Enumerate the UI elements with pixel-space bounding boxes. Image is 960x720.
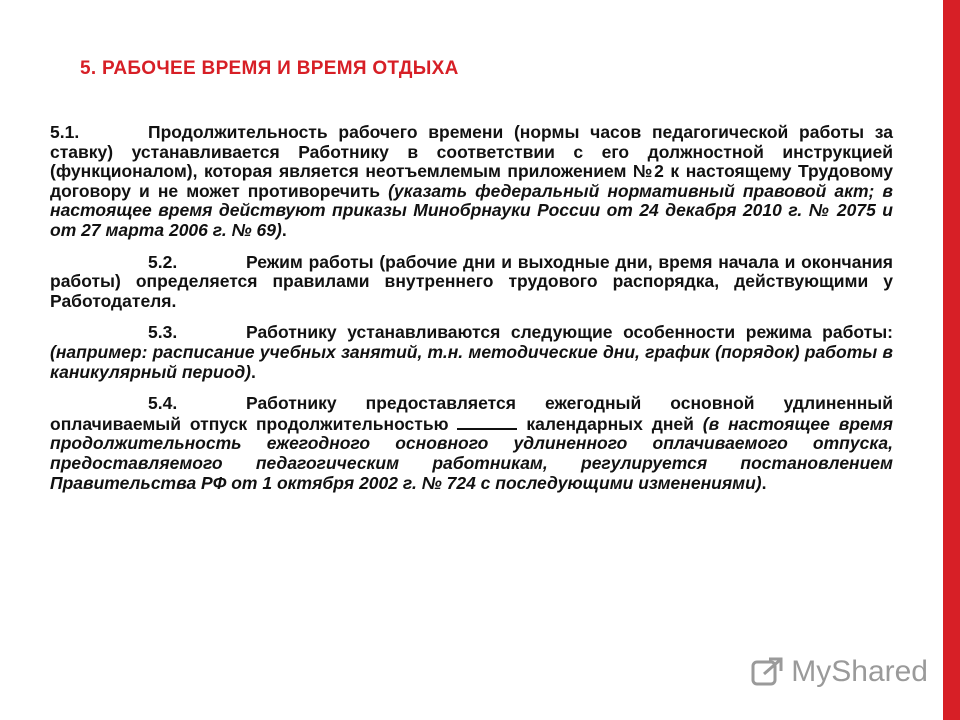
paragraph-5-1: [50, 123, 893, 241]
paragraph-5-4: [50, 394, 893, 493]
paragraph-number: 5.1.: [50, 122, 80, 142]
paragraph-italic-note: (в настоящее время продолжительность ежегодного основного удлиненного оплачиваемого отпуска, предоставляемого педагогическим работникам, регулируется постановлением Правительства РФ от 1 октября 2002 г. № 724 с последующими изменениями): [50, 413, 893, 493]
myshared-logo-icon: [751, 656, 785, 688]
paragraph-text-end: .: [250, 361, 256, 382]
right-accent-stripe: [943, 0, 960, 720]
paragraph-text: Продолжительность рабочего времени (нормы часов педагогической работы за ставку) устанавливается Работнику в соответствии с его должностной инструкцией (функционалом), которая является неотъемлемым приложением №2 к настоящему Трудовому договору и не может противоречить: [50, 122, 893, 201]
blank-fill-line: [457, 414, 517, 430]
watermark-logo: [751, 655, 928, 689]
slide-body: [50, 123, 893, 505]
paragraph-italic-note: (указать федеральный нормативный правовой акт; в настоящее время действуют приказы Минобрнауки России от 24 декабря 2010 г. № 2075 и от 27 марта 2006 г. № 69): [50, 180, 893, 240]
paragraph-text-end: .: [761, 472, 767, 493]
paragraph-number: 5.2.: [148, 251, 178, 272]
paragraph-text: Работнику устанавливаются следующие особенности режима работы:: [246, 322, 893, 343]
paragraph-5-3: [50, 323, 893, 382]
paragraph-text: Работнику предоставляется ежегодный основной удлиненный оплачиваемый отпуск продолжительностью: [50, 393, 893, 434]
paragraph-5-2: [50, 253, 893, 312]
watermark-text: MyShared: [791, 655, 928, 688]
paragraph-text: Режим работы (рабочие дни и выходные дни, время начала и окончания работы) определяется правилами внутреннего трудового распорядка, действующими у Работодателя.: [50, 251, 893, 311]
paragraph-italic-note: (например: расписание учебных занятий, т.н. методические дни, график (порядок) работы в каникулярный период): [50, 341, 893, 382]
paragraph-text-end: .: [281, 219, 287, 240]
paragraph-text-mid: календарных дней: [517, 413, 703, 434]
paragraph-number: 5.3.: [148, 322, 178, 343]
paragraph-number: 5.4.: [148, 393, 178, 414]
slide-title: 5. РАБОЧЕЕ ВРЕМЯ И ВРЕМЯ ОТДЫХА: [80, 58, 459, 79]
